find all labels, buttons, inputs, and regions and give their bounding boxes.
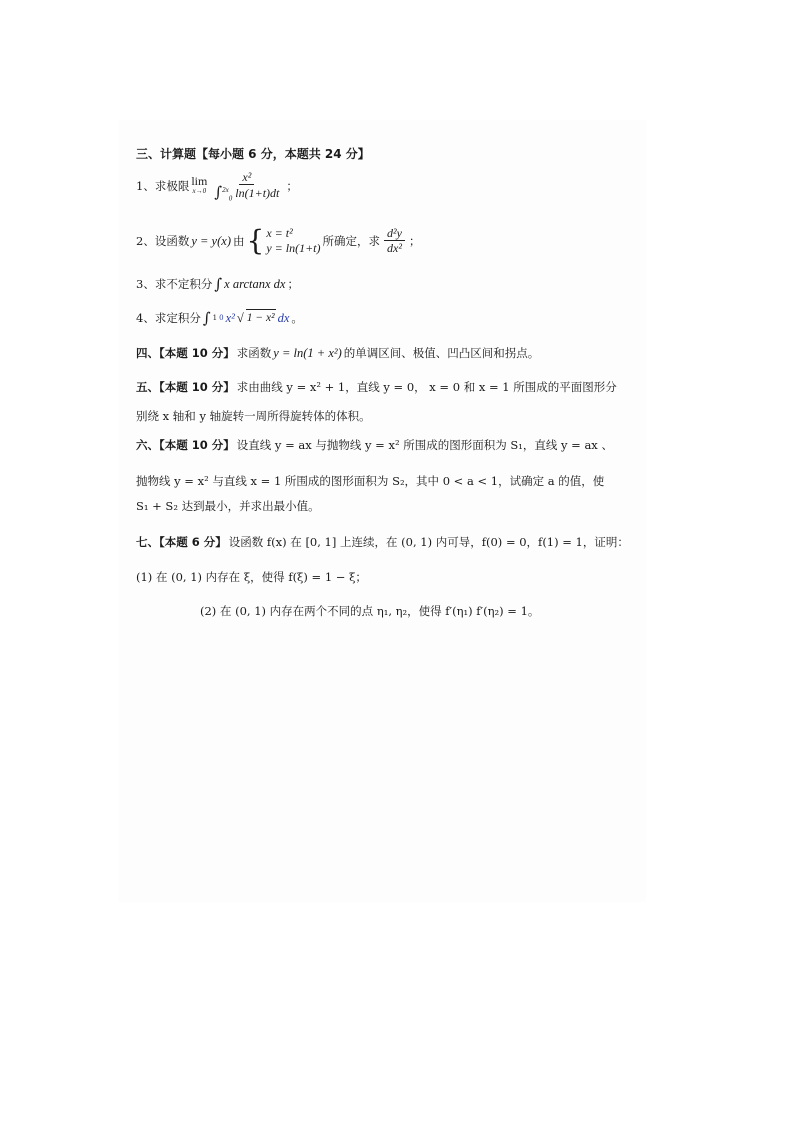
integral-sign: ∫ — [214, 183, 223, 201]
q1-fraction — [211, 170, 282, 201]
section7-part2 — [200, 603, 539, 619]
q1-lower-limit: 0 — [228, 194, 233, 203]
section7-label: 七、【本题 6 分】 — [136, 535, 227, 549]
section7-part1 — [136, 569, 367, 585]
sqrt-sign: √ — [236, 310, 244, 325]
section3-title — [136, 146, 370, 162]
section7-part1-text: (1) 在 (0, 1) 内存在 ξ，使得 f(ξ) = 1 − ξ； — [136, 570, 367, 584]
section5-text2: 别绕 x 轴和 y 轴旋转一周所得旋转体的体积。 — [136, 409, 371, 423]
q3-prefix: 3、求不定积分 — [136, 277, 213, 291]
question-1 — [136, 170, 298, 201]
q2-system — [266, 226, 320, 256]
q2-numerator: d²y — [384, 226, 405, 241]
section5-line2 — [136, 408, 371, 424]
q4-sqrt-content: 1 − x² — [246, 309, 276, 326]
q4-dx: dx — [277, 310, 290, 325]
section6-line1 — [136, 437, 613, 453]
section7-line1 — [136, 534, 629, 550]
section3-title-text: 三、计算题【每小题 6 分，本题共 24 分】 — [136, 147, 370, 161]
q2-eq1: x = t² — [266, 226, 293, 240]
section4 — [136, 345, 539, 361]
q1-integrand: ln(1+t)dt — [235, 186, 280, 200]
section5-line1 — [136, 379, 617, 395]
q2-denominator: dx² — [387, 241, 402, 255]
section6-line3 — [136, 498, 320, 514]
q1-numerator: x² — [239, 170, 254, 185]
section4-text-a: 求函数 — [236, 346, 272, 360]
question-2 — [136, 226, 420, 256]
limit-subscript: x→0 — [192, 187, 207, 195]
section4-label: 四、【本题 10 分】 — [136, 346, 235, 360]
q1-upper-limit: 2x — [222, 186, 229, 194]
limit-operator — [191, 176, 207, 195]
integral-sign: ∫ — [202, 308, 211, 327]
section4-text-b: 的单调区间、极值、凹凸区间和拐点。 — [343, 346, 540, 360]
section6-text1: 设直线 y = ax 与抛物线 y = x² 所围成的图形面积为 S₁，直线 y = ax 、 — [236, 438, 613, 452]
section6-label: 六、【本题 10 分】 — [136, 438, 235, 452]
section7-part2-text: (2) 在 (0, 1) 内存在两个不同的点 η₁, η₂，使得 f′(η₁) f′(η₂) = 1。 — [200, 604, 540, 618]
section5-text1: 求由曲线 y = x² + 1，直线 y = 0， x = 0 和 x = 1 所围成的平面图形分 — [236, 380, 617, 394]
q2-suffix: ； — [408, 234, 421, 248]
q4-suffix: 。 — [291, 310, 303, 325]
q2-derivative — [384, 226, 405, 256]
q2-eq2: y = ln(1+t) — [266, 241, 321, 255]
q4-term: x² — [225, 310, 235, 325]
left-brace: { — [246, 224, 265, 257]
q3-suffix: ； — [287, 277, 299, 291]
q2-prefix: 2、设函数 — [136, 234, 190, 248]
question-4: 4、求定积分 ∫ 1 0 x² √ 1 − x² dx 。 — [136, 308, 303, 327]
q4-prefix: 4、求定积分 — [136, 310, 201, 325]
section5-label: 五、【本题 10 分】 — [136, 380, 235, 394]
q1-suffix: ； — [286, 178, 298, 193]
q2-function: y = y(x) — [191, 234, 231, 248]
integral-sign: ∫ — [214, 275, 223, 293]
section7-text1: 设函数 f(x) 在 [0, 1] 上连续，在 (0, 1) 内可导，f(0) = 0，f(1) = 1，证明： — [228, 535, 629, 549]
question-3 — [136, 276, 299, 292]
q1-denominator — [211, 185, 282, 201]
q2-mid: 所确定，求 — [322, 234, 380, 248]
q2-by: 由 — [232, 234, 245, 248]
section4-expression: y = ln(1 + x²) — [273, 346, 342, 360]
limit-text: lim — [191, 174, 208, 188]
section6-line2 — [136, 473, 604, 489]
section6-text2: 抛物线 y = x² 与直线 x = 1 所围成的图形面积为 S₂，其中 0 < a < 1，试确定 a 的值，使 — [136, 474, 605, 488]
section6-text3: S₁ + S₂ 达到最小，并求出最小值。 — [136, 499, 320, 513]
q1-prefix: 1、求极限 — [136, 178, 190, 193]
q3-expression: x arctanx dx — [224, 277, 286, 291]
